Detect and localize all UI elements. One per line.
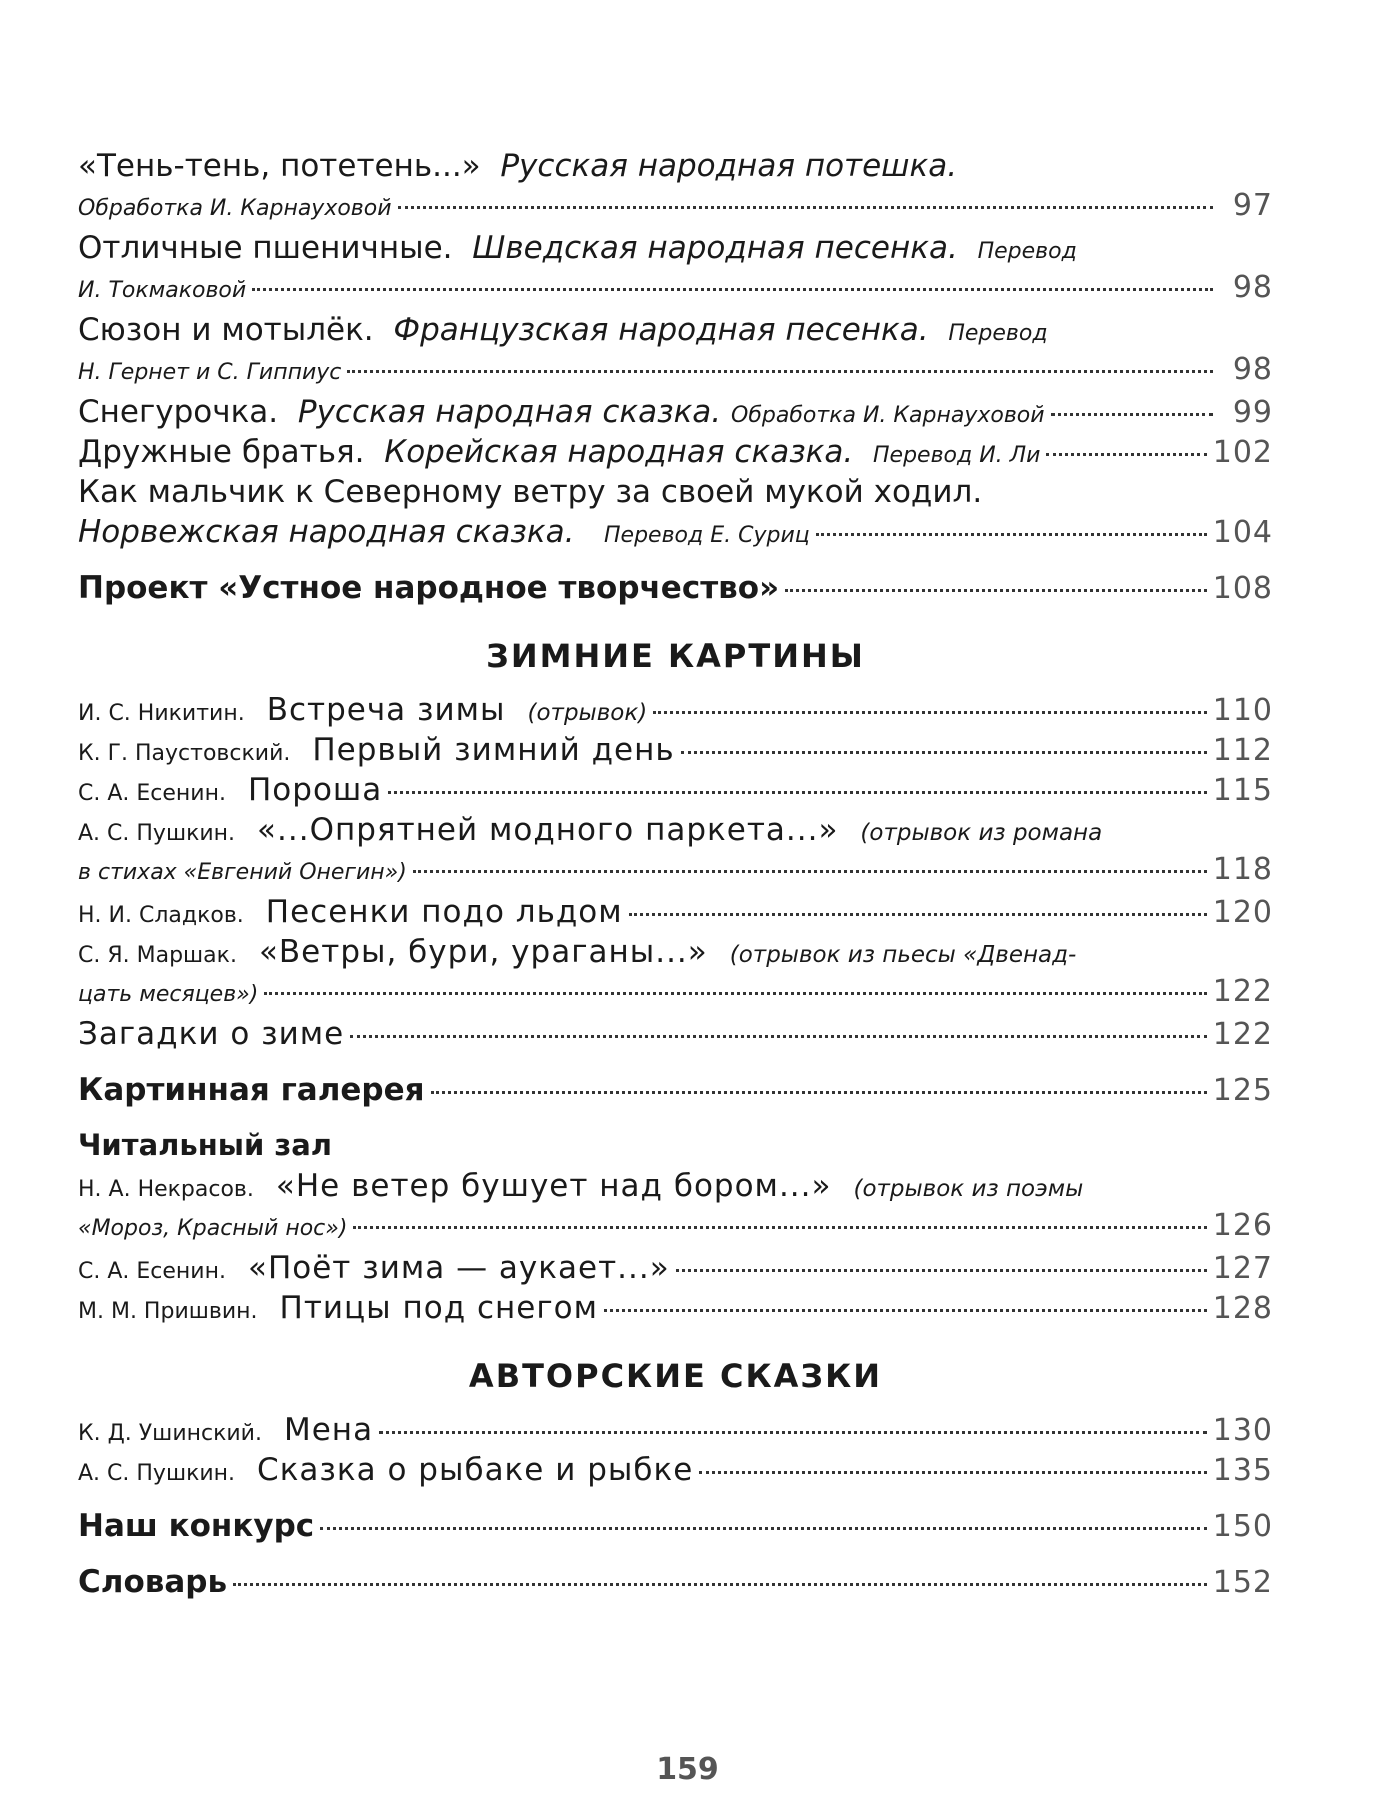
section-heading: АВТОРСКИЕ СКАЗКИ: [468, 1357, 883, 1395]
dot-leader: [398, 206, 1213, 209]
toc-project[interactable]: [78, 570, 1273, 610]
entry-genre: Норвежская народная сказка.: [78, 514, 575, 550]
entry-title: Загадки о зиме: [78, 1016, 345, 1052]
page-ref: 102: [1212, 435, 1273, 470]
page-number: 159: [656, 1752, 719, 1787]
page-ref: 122: [1212, 1017, 1273, 1052]
toc-entry[interactable]: [78, 1412, 1273, 1452]
entry-note: цать месяцев»): [78, 982, 259, 1007]
entry-title: Пороша: [247, 772, 383, 808]
dot-leader: [699, 1471, 1206, 1474]
dot-leader: [1051, 413, 1213, 416]
page-ref: 122: [1212, 974, 1273, 1009]
page-ref: 99: [1232, 395, 1273, 430]
dot-leader: [379, 1431, 1207, 1434]
entry-translator: Перевод И. Ли: [872, 443, 1041, 468]
page-ref: 120: [1212, 895, 1273, 930]
entry-author: А. С. Пушкин.: [78, 821, 236, 846]
toc-entry[interactable]: [78, 812, 1273, 852]
entry-title: Мена: [283, 1412, 374, 1448]
toc-entry[interactable]: [78, 434, 1273, 474]
toc-entry[interactable]: [78, 732, 1273, 772]
toc-entry-continuation[interactable]: [78, 188, 1273, 230]
entry-title: Песенки подо льдом: [265, 894, 623, 930]
toc-entry[interactable]: [78, 934, 1273, 974]
entry-author: И. С. Никитин.: [78, 701, 245, 726]
dot-leader: [320, 1527, 1207, 1530]
page-ref: 152: [1212, 1565, 1273, 1600]
dot-leader: [413, 870, 1207, 873]
entry-genre: Шведская народная песенка.: [472, 230, 958, 266]
toc-entry[interactable]: [78, 1452, 1273, 1492]
entry-author: К. Г. Паустовский.: [78, 741, 291, 766]
entry-note: (отрывок): [527, 700, 648, 726]
page-ref: 110: [1212, 693, 1273, 728]
toc-entry[interactable]: [78, 474, 1273, 514]
entry-title: Как мальчик к Северному ветру за своей мукой ходил.: [78, 474, 983, 510]
entry-author: Н. А. Некрасов.: [78, 1177, 254, 1202]
toc-entry[interactable]: [78, 1250, 1273, 1290]
page-ref: 104: [1212, 515, 1273, 550]
entry-genre: Корейская народная сказка.: [384, 434, 854, 470]
toc-contest[interactable]: [78, 1508, 1273, 1548]
subsection-title: Читальный зал: [78, 1128, 333, 1162]
toc-dictionary[interactable]: [78, 1564, 1273, 1604]
entry-translator: Обработка И. Карнауховой: [78, 196, 392, 221]
entry-author: С. Я. Маршак.: [78, 943, 237, 968]
dot-leader: [233, 1583, 1207, 1586]
dot-leader: [347, 370, 1213, 373]
page-ref: 98: [1232, 352, 1273, 387]
page-ref: 127: [1212, 1251, 1273, 1286]
dot-leader: [350, 1035, 1207, 1038]
page-ref: 130: [1212, 1413, 1273, 1448]
toc-entry-continuation[interactable]: [78, 270, 1273, 312]
entry-author: А. С. Пушкин.: [78, 1461, 236, 1486]
page-ref: 125: [1212, 1073, 1273, 1108]
entry-note: (отрывок из пьесы «Двенад-: [729, 942, 1077, 968]
dot-leader: [264, 992, 1206, 995]
entry-title: Словарь: [78, 1564, 228, 1600]
entry-title: «Ветры, бури, ураганы...»: [258, 934, 708, 970]
entry-title: Снегурочка.: [78, 394, 279, 430]
entry-translator: Перевод: [977, 239, 1077, 264]
toc-entry[interactable]: [78, 692, 1273, 732]
toc-entry[interactable]: [78, 772, 1273, 812]
entry-note: (отрывок из романа: [860, 820, 1103, 846]
entry-title: Картинная галерея: [78, 1072, 425, 1108]
entry-title: «...Опрятней модного паркета...»: [257, 812, 839, 848]
entry-translator: Н. Гернет и С. Гиппиус: [78, 360, 342, 385]
page-ref: 150: [1212, 1509, 1273, 1544]
entry-author: М. М. Пришвин.: [78, 1299, 258, 1324]
dot-leader: [604, 1309, 1207, 1312]
entry-title: Сказка о рыбаке и рыбке: [257, 1452, 694, 1488]
entry-title: Дружные братья.: [78, 434, 365, 470]
toc-gallery[interactable]: [78, 1072, 1273, 1112]
page-ref: 115: [1212, 773, 1273, 808]
dot-leader: [816, 533, 1207, 536]
entry-title: Отличные пшеничные.: [78, 230, 453, 266]
subsection-heading: [78, 1128, 1273, 1168]
dot-leader: [1046, 453, 1206, 456]
entry-title: «Поёт зима — аукает...»: [247, 1250, 670, 1286]
entry-author: С. А. Есенин.: [78, 1259, 226, 1284]
toc-entry[interactable]: [78, 394, 1273, 434]
page-ref: 135: [1212, 1453, 1273, 1488]
toc-entry[interactable]: [78, 312, 1273, 352]
entry-translator: Перевод: [948, 321, 1048, 346]
entry-note: в стихах «Евгений Онегин»): [78, 860, 407, 885]
page-ref: 98: [1232, 270, 1273, 305]
dot-leader: [431, 1091, 1207, 1094]
toc-entry[interactable]: [78, 148, 1273, 188]
dot-leader: [681, 751, 1207, 754]
dot-leader: [388, 791, 1206, 794]
table-of-contents: [78, 148, 1273, 1604]
toc-entry-continuation[interactable]: [78, 1208, 1273, 1250]
entry-title: Первый зимний день: [312, 732, 675, 768]
entry-title: «Не ветер бушует над бором...»: [275, 1168, 832, 1204]
toc-entry[interactable]: [78, 894, 1273, 934]
dot-leader: [629, 913, 1207, 916]
section-heading: ЗИМНИЕ КАРТИНЫ: [486, 637, 865, 675]
toc-entry-continuation[interactable]: [78, 352, 1273, 394]
page-ref: 112: [1212, 733, 1273, 768]
toc-entry[interactable]: [78, 1168, 1273, 1208]
page-ref: 97: [1232, 188, 1273, 223]
entry-title: Птицы под снегом: [279, 1290, 599, 1326]
page-ref: 126: [1212, 1208, 1273, 1243]
toc-entry[interactable]: [78, 1016, 1273, 1056]
dot-leader: [653, 711, 1207, 714]
entry-title: Сюзон и мотылёк.: [78, 312, 374, 348]
toc-entry-continuation[interactable]: [78, 514, 1273, 554]
toc-entry[interactable]: [78, 1290, 1273, 1330]
toc-entry-continuation[interactable]: [78, 974, 1273, 1016]
entry-genre: Русская народная потешка.: [500, 148, 958, 184]
entry-author: К. Д. Ушинский.: [78, 1421, 262, 1446]
entry-author: С. А. Есенин.: [78, 781, 226, 806]
page-ref: 128: [1212, 1291, 1273, 1326]
entry-title: Встреча зимы: [266, 692, 506, 728]
dot-leader: [252, 288, 1213, 291]
entry-author: Н. И. Сладков.: [78, 903, 244, 928]
dot-leader: [676, 1269, 1207, 1272]
dot-leader: [353, 1226, 1206, 1229]
entry-title: «Тень-тень, потетень...»: [78, 148, 481, 184]
entry-translator: И. Токмаковой: [78, 278, 247, 303]
entry-translator: Перевод Е. Суриц: [604, 523, 810, 548]
entry-note: (отрывок из поэмы: [853, 1176, 1084, 1202]
page-ref: 118: [1212, 852, 1273, 887]
entry-note: «Мороз, Красный нос»): [78, 1216, 348, 1241]
entry-title: Проект «Устное народное творчество»: [78, 570, 780, 606]
entry-translator: Обработка И. Карнауховой: [731, 403, 1045, 428]
entry-genre: Французская народная песенка.: [393, 312, 929, 348]
page-ref: 108: [1212, 571, 1273, 606]
toc-entry-continuation[interactable]: [78, 852, 1273, 894]
toc-entry[interactable]: [78, 230, 1273, 270]
dot-leader: [785, 589, 1207, 592]
entry-title: Наш конкурс: [78, 1508, 315, 1544]
entry-genre: Русская народная сказка.: [297, 394, 722, 430]
